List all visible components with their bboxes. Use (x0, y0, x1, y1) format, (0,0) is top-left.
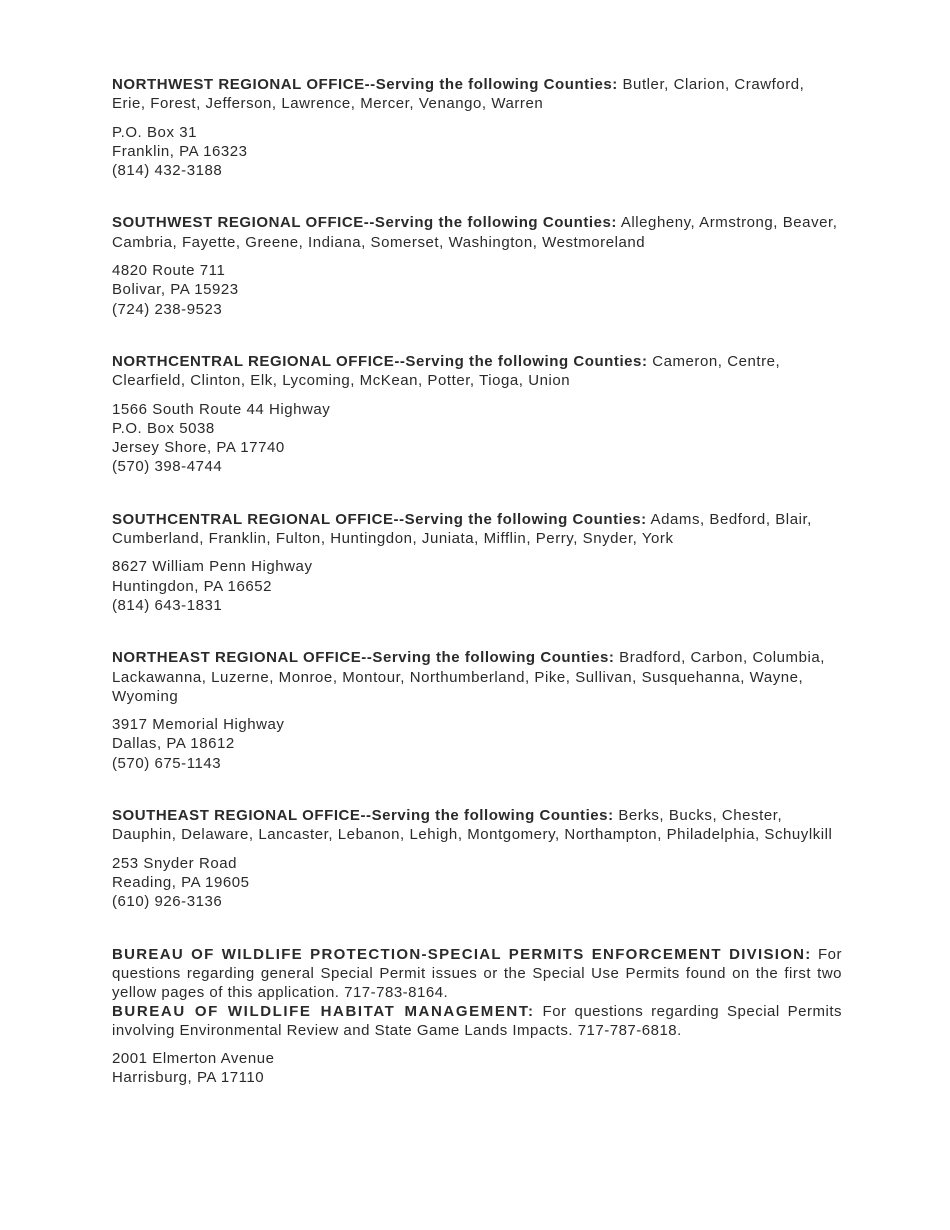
address-line: 2001 Elmerton Avenue (112, 1049, 275, 1067)
office-name: NORTHEAST REGIONAL OFFICE--Serving the following Counties: (112, 649, 615, 667)
bureau-title: BUREAU OF WILDLIFE PROTECTION-SPECIAL PERMITS ENFORCEMENT DIVISION: (112, 945, 812, 963)
bureau-enforcement-paragraph (112, 945, 842, 1002)
office-name: SOUTHWEST REGIONAL OFFICE--Serving the following Counties: (112, 214, 617, 232)
office-heading (112, 75, 842, 114)
address-line: 8627 William Penn Highway (112, 558, 313, 576)
address-line: Franklin, PA 16323 (112, 142, 248, 160)
regional-offices-page (112, 75, 842, 1120)
office-southeast (112, 806, 842, 911)
office-address (112, 400, 842, 477)
address-line: P.O. Box 31 (112, 123, 197, 141)
office-northwest (112, 75, 842, 180)
office-heading (112, 510, 842, 549)
address-line: Bolivar, PA 15923 (112, 281, 239, 299)
office-counties: Berks, Bucks, Chester, Dauphin, Delaware, Lancaster, Lebanon, Lehigh, Montgomery, Northampton, Philadelphia, Schuylkill (112, 807, 833, 844)
office-southcentral (112, 510, 842, 615)
bureau-description: For questions regarding Special Permits involving Environmental Review and State Game Lands Impacts. 717-787-6818. (112, 1002, 842, 1039)
phone-number: (570) 398-4744 (112, 458, 223, 476)
phone-number: (814) 643-1831 (112, 596, 223, 614)
office-address (112, 123, 842, 181)
address-line: 1566 South Route 44 Highway (112, 400, 331, 418)
address-line: Dallas, PA 18612 (112, 735, 235, 753)
office-heading (112, 648, 842, 706)
office-northeast (112, 648, 842, 773)
office-counties: Bradford, Carbon, Columbia, Lackawanna, Luzerne, Monroe, Montour, Northumberland, Pike, Sullivan, Susquehanna, Wayne, Wyoming (112, 649, 825, 705)
office-counties: Cameron, Centre, Clearfield, Clinton, Elk, Lycoming, McKean, Potter, Tioga, Union (112, 352, 781, 390)
address-line: Jersey Shore, PA 17740 (112, 439, 285, 457)
office-name: SOUTHCENTRAL REGIONAL OFFICE--Serving the following Counties: (112, 510, 647, 528)
office-counties: Butler, Clarion, Crawford, Erie, Forest, Jefferson, Lawrence, Mercer, Venango, Warren (112, 76, 805, 113)
address-line: Reading, PA 19605 (112, 873, 250, 891)
office-address (112, 557, 842, 615)
phone-number: (570) 675-1143 (112, 754, 222, 772)
office-counties: Adams, Bedford, Blair, Cumberland, Franklin, Fulton, Huntingdon, Juniata, Mifflin, Perry, Snyder, York (112, 510, 812, 548)
office-address (112, 854, 842, 912)
phone-number: (814) 432-3188 (112, 162, 223, 180)
bureau-address (112, 1049, 842, 1088)
address-line: 3917 Memorial Highway (112, 716, 285, 734)
bureau-title: BUREAU OF WILDLIFE HABITAT MANAGEMENT: (112, 1002, 535, 1020)
office-heading (112, 352, 842, 391)
bureau-description: For questions regarding general Special Permit issues or the Special Use Permits found on the first two yellow pages of this application. 717-783-8164. (112, 945, 842, 1001)
office-heading (112, 806, 842, 845)
office-address (112, 261, 842, 319)
phone-number: (610) 926-3136 (112, 893, 223, 911)
address-line: Harrisburg, PA 17110 (112, 1068, 265, 1086)
address-line: Huntingdon, PA 16652 (112, 577, 273, 595)
office-name: NORTHCENTRAL REGIONAL OFFICE--Serving the following Counties: (112, 352, 648, 370)
office-name: SOUTHEAST REGIONAL OFFICE--Serving the following Counties: (112, 807, 614, 825)
office-heading (112, 213, 842, 252)
phone-number: (724) 238-9523 (112, 300, 223, 318)
bureau-section (112, 945, 842, 1088)
address-line: 253 Snyder Road (112, 854, 237, 872)
office-name: NORTHWEST REGIONAL OFFICE--Serving the following Counties: (112, 76, 618, 93)
office-address (112, 715, 842, 773)
office-northcentral (112, 352, 842, 477)
address-line: 4820 Route 711 (112, 262, 226, 280)
address-line: P.O. Box 5038 (112, 419, 215, 437)
office-southwest (112, 213, 842, 318)
office-counties: Allegheny, Armstrong, Beaver, Cambria, Fayette, Greene, Indiana, Somerset, Washington, Westmoreland (112, 214, 838, 251)
bureau-habitat-paragraph (112, 1002, 842, 1040)
